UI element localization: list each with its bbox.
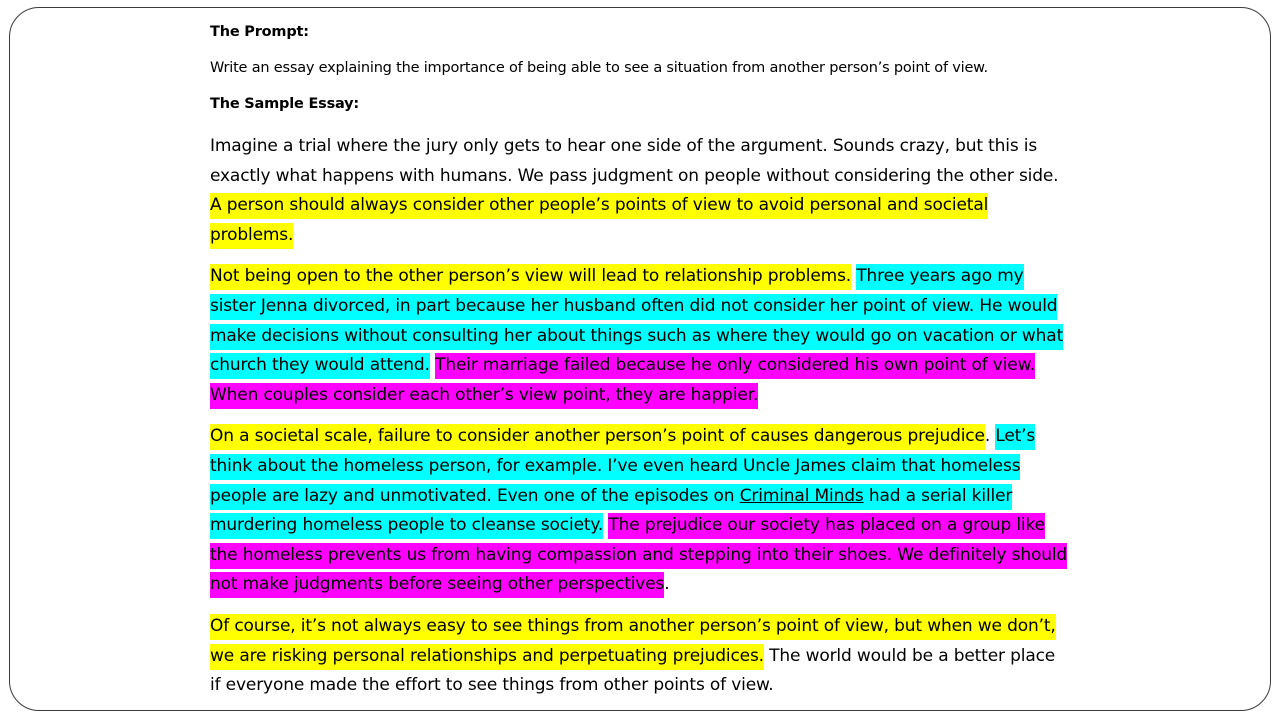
essay-paragraph-body-2 <box>210 422 1070 600</box>
slide-content <box>210 24 1070 713</box>
evidence-text: Let’s think about the homeless person, for example. I’ve even heard Uncle James claim that homeless people are lazy and unmotivated. Even one of the episodes on <box>210 426 1036 506</box>
period: . <box>984 426 996 447</box>
prompt-label: The Prompt: <box>210 24 309 40</box>
essay-paragraph-conclusion <box>210 612 1070 701</box>
essay-paragraph-intro <box>210 132 1070 250</box>
thesis-highlight: A person should always consider other people’s points of view to avoid personal and societal problems. <box>210 193 988 249</box>
restated-thesis-highlight: Of course, it’s not always easy to see things from another person’s point of view, but when we don’t, we are risking personal relationships and perpetuating prejudices. <box>210 614 1056 670</box>
evidence-text: had a serial killer murdering homeless people to cleanse society. <box>210 485 1013 536</box>
topic-sentence-highlight: Not being open to the other person’s view will lead to relationship problems. <box>210 264 851 290</box>
intro-text: Imagine a trial where the jury only gets to hear one side of the argument. Sounds crazy, but this is exactly what happens with humans. We pass judgment on people without considering the other side. <box>210 136 1059 186</box>
essay-label: The Sample Essay: <box>210 96 360 112</box>
evidence-highlight: Three years ago my sister Jenna divorced, in part because her husband often did not consider her point of view. He would make decisions without consulting her about things such as where they would go on vacation or what church they would attend. <box>210 264 1063 379</box>
period: . <box>664 574 670 595</box>
show-title: Criminal Minds <box>739 485 864 506</box>
essay-paragraph-body-1 <box>210 262 1070 410</box>
topic-sentence-highlight: On a societal scale, failure to consider another person’s point of causes dangerous prejudice <box>210 424 985 450</box>
closing-text: The world would be a better place if everyone made the effort to see things from other points of view. <box>210 645 1056 696</box>
analysis-highlight: The prejudice our society has placed on a group like the homeless prevents us from having compassion and stepping into their shoes. We definitely should not make judgments before seeing other perspectives <box>210 513 1067 598</box>
prompt-text: Write an essay explaining the importance of being able to see a situation from another person’s point of view. <box>210 60 988 76</box>
analysis-highlight: Their marriage failed because he only considered his own point of view. When couples consider each other’s view point, they are happier. <box>210 353 1035 409</box>
